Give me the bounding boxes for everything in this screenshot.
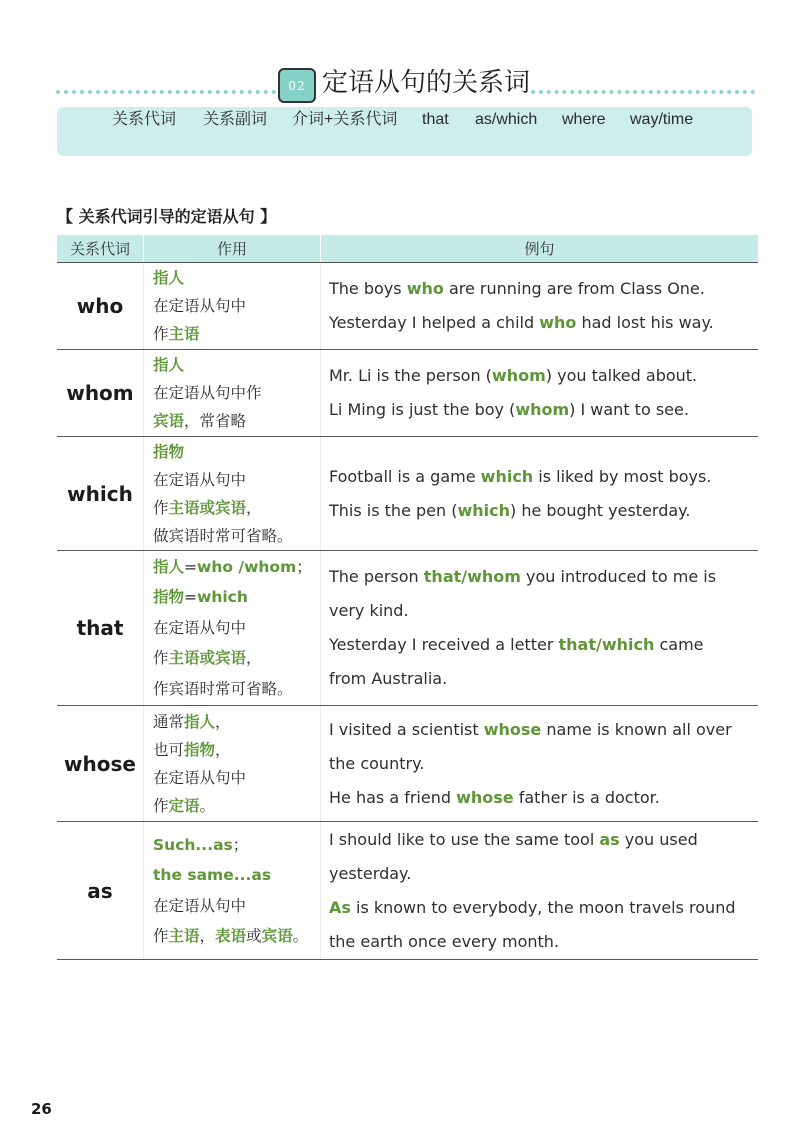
usage-text: ， — [246, 649, 262, 668]
example-text: the earth once every month. — [329, 931, 560, 951]
example-cell — [320, 551, 758, 705]
usage-text: ， — [215, 740, 231, 759]
nav-item-as-which: as/which — [475, 111, 538, 128]
usage-cell — [143, 350, 320, 436]
nav-item-preposition-pronoun: 介词+关系代词 — [292, 111, 398, 128]
example-line — [329, 306, 758, 340]
example-text: ) you talked about. — [545, 366, 698, 385]
usage-keyword: 主语 — [168, 325, 200, 343]
usage-keyword: 表语 — [215, 927, 247, 945]
pronoun-cell — [57, 263, 143, 349]
pronoun-keyword: who — [76, 294, 124, 318]
usage-keyword: 指人 — [153, 557, 185, 576]
column-header-usage: 作用 — [143, 235, 320, 262]
usage-text: 。 — [292, 927, 309, 945]
usage-text: 。 — [199, 796, 216, 815]
usage-text: 在定语从句中 — [153, 297, 247, 315]
example-line — [329, 272, 758, 306]
table-body — [57, 263, 758, 960]
example-text: father is a doctor. — [513, 787, 660, 807]
section-title: 【 关系代词引导的定语从句 】 — [57, 207, 277, 226]
usage-keyword: 主语 — [168, 927, 200, 945]
example-cell — [320, 350, 758, 436]
example-line — [329, 925, 758, 959]
usage-text: ； — [296, 557, 312, 576]
usage-line — [153, 292, 320, 320]
example-line — [329, 781, 758, 815]
usage-text: 作 — [153, 649, 169, 668]
usage-line — [153, 891, 320, 922]
usage-text: 作 — [153, 325, 169, 343]
example-text: Mr. Li is the person ( — [329, 366, 492, 385]
pronoun-cell — [57, 706, 143, 821]
column-header-pronoun: 关系代词 — [69, 240, 130, 258]
pronoun-cell — [57, 551, 143, 705]
usage-keyword: who /whom — [197, 557, 297, 576]
usage-line — [153, 764, 320, 792]
usage-text: 作 — [153, 796, 169, 815]
pronoun-keyword: which — [67, 481, 133, 506]
example-line — [329, 628, 758, 662]
usage-text: 也可 — [153, 740, 185, 759]
usage-line — [153, 494, 320, 522]
usage-text: ， — [199, 927, 216, 945]
column-header-examples: 例句 — [320, 235, 758, 262]
example-text: had lost his way. — [576, 313, 714, 332]
usage-text: 在定语从句中 — [153, 768, 247, 787]
pronoun-keyword: that — [76, 616, 124, 640]
usage-text: ， — [246, 498, 262, 517]
example-line — [329, 662, 758, 696]
usage-line — [153, 613, 320, 644]
relative-pronoun-table — [57, 235, 758, 960]
example-text: is liked by most boys. — [533, 466, 712, 486]
example-keyword: whom — [491, 366, 546, 385]
example-text: you used — [619, 829, 698, 849]
usage-line — [153, 379, 320, 407]
example-text: Yesterday I received a letter — [329, 635, 559, 654]
example-keyword: which — [480, 466, 534, 486]
example-text: ) he bought yesterday. — [510, 500, 691, 520]
example-text: The person — [329, 567, 424, 586]
example-keyword: whose — [483, 719, 542, 739]
section-number-badge — [278, 68, 316, 103]
usage-line — [153, 522, 320, 550]
example-text: from Australia. — [329, 669, 448, 688]
example-cell — [320, 706, 758, 821]
example-text: This is the pen ( — [329, 500, 458, 520]
usage-text: 作 — [153, 927, 169, 945]
example-line — [329, 359, 758, 393]
example-text: Li Ming is just the boy ( — [329, 400, 516, 419]
example-text: name is known all over — [541, 719, 732, 739]
example-keyword: which — [457, 500, 510, 520]
usage-keyword: the same...as — [153, 866, 272, 884]
usage-line — [153, 830, 320, 861]
section-number: 02 — [288, 78, 306, 93]
example-line — [329, 747, 758, 781]
dotted-rule-right — [531, 90, 755, 94]
dotted-rule-left — [56, 90, 276, 94]
usage-keyword: 主语或宾语 — [168, 649, 247, 668]
usage-keyword: 指人 — [153, 356, 185, 374]
example-line — [329, 891, 758, 925]
pronoun-keyword: as — [87, 878, 113, 903]
example-text: is known to everybody, the moon travels round — [350, 897, 736, 917]
usage-line — [153, 264, 320, 292]
usage-cell — [143, 437, 320, 550]
example-keyword: who — [539, 313, 577, 332]
pronoun-keyword: whose — [64, 751, 136, 776]
usage-keyword: 指物 — [153, 442, 185, 461]
example-cell — [320, 822, 758, 959]
nav-item-that: that — [422, 111, 449, 128]
usage-line — [153, 708, 320, 736]
usage-text: 做宾语时常可省略。 — [153, 526, 293, 545]
usage-keyword: 指物 — [184, 740, 216, 759]
usage-text: 通常 — [153, 712, 185, 731]
page-title: 定语从句的关系词 — [322, 68, 531, 98]
pronoun-cell — [57, 437, 143, 550]
usage-text: = — [184, 588, 198, 607]
usage-line — [153, 320, 320, 348]
usage-line — [153, 860, 320, 891]
example-text: came — [654, 635, 704, 654]
usage-line — [153, 674, 320, 705]
example-keyword: who — [406, 279, 444, 298]
example-text: Yesterday I helped a child — [329, 313, 540, 332]
usage-keyword: 指物 — [153, 588, 185, 607]
usage-keyword: Such...as — [153, 835, 233, 854]
pronoun-cell — [57, 822, 143, 959]
usage-text: 在定语从句中 — [153, 618, 247, 637]
table-row — [57, 437, 758, 551]
usage-keyword: 宾语 — [261, 927, 293, 945]
table-row — [57, 822, 758, 960]
usage-line — [153, 407, 320, 435]
usage-cell — [143, 263, 320, 349]
usage-line — [153, 643, 320, 674]
example-text: Football is a game — [329, 466, 481, 486]
nav-item-relative-adverb: 关系副词 — [203, 111, 268, 128]
example-line — [329, 494, 758, 528]
usage-keyword: 指人 — [184, 712, 216, 731]
example-keyword: as — [599, 829, 620, 849]
usage-keyword: 定语 — [168, 796, 200, 815]
usage-line — [153, 792, 320, 820]
usage-text: 作 — [153, 498, 169, 517]
example-cell — [320, 437, 758, 550]
example-line — [329, 393, 758, 427]
example-line — [329, 713, 758, 747]
example-text: I should like to use the same tool — [329, 829, 600, 849]
pronoun-keyword: whom — [66, 381, 134, 405]
topic-nav-bar — [57, 107, 752, 156]
usage-text: 在定语从句中 — [153, 470, 247, 489]
usage-keyword: which — [197, 588, 248, 607]
example-keyword: that/which — [558, 635, 655, 654]
usage-text: 在定语从句中作 — [153, 384, 262, 402]
nav-item-where: where — [562, 111, 606, 128]
example-line — [329, 460, 758, 494]
usage-keyword: 指人 — [153, 269, 185, 287]
example-keyword: whom — [515, 400, 570, 419]
example-line — [329, 594, 758, 628]
usage-keyword: 主语或宾语 — [168, 498, 247, 517]
example-text: The boys — [329, 279, 407, 298]
table-row — [57, 263, 758, 350]
table-row — [57, 350, 758, 437]
table-row — [57, 551, 758, 706]
example-text: are running are from Class One. — [443, 279, 705, 298]
usage-line — [153, 351, 320, 379]
example-text: very kind. — [329, 601, 409, 620]
example-text: yesterday. — [329, 863, 412, 883]
usage-line — [153, 582, 320, 613]
pronoun-cell — [57, 350, 143, 436]
usage-text: 作宾语时常可省略。 — [153, 679, 293, 698]
page-number: 26 — [31, 1100, 52, 1118]
example-cell — [320, 263, 758, 349]
usage-line — [153, 921, 320, 952]
usage-cell — [143, 822, 320, 959]
example-keyword: whose — [456, 787, 514, 807]
example-text: the country. — [329, 753, 425, 773]
usage-cell — [143, 551, 320, 705]
usage-cell — [143, 706, 320, 821]
example-keyword: As — [329, 897, 351, 917]
usage-text: ，常省略 — [184, 412, 247, 430]
usage-line — [153, 736, 320, 764]
usage-text: 或 — [246, 927, 262, 945]
table-row — [57, 706, 758, 822]
usage-text: = — [184, 557, 198, 576]
usage-text: 在定语从句中 — [153, 896, 247, 915]
example-text: I visited a scientist — [329, 719, 484, 739]
usage-line — [153, 466, 320, 494]
usage-keyword: 宾语 — [153, 412, 185, 430]
example-line — [329, 857, 758, 891]
example-text: you introduced to me is — [520, 567, 717, 586]
table-header-row — [57, 235, 758, 263]
example-text: He has a friend — [329, 787, 457, 807]
nav-item-relative-pronoun: 关系代词 — [112, 111, 177, 128]
usage-text: ， — [215, 712, 231, 731]
nav-item-way-time: way/time — [630, 111, 694, 128]
usage-text: ； — [232, 835, 249, 854]
usage-line — [153, 552, 320, 583]
usage-line — [153, 438, 320, 466]
example-keyword: that/whom — [423, 567, 521, 586]
example-line — [329, 560, 758, 594]
example-line — [329, 823, 758, 857]
example-text: ) I want to see. — [569, 400, 689, 419]
